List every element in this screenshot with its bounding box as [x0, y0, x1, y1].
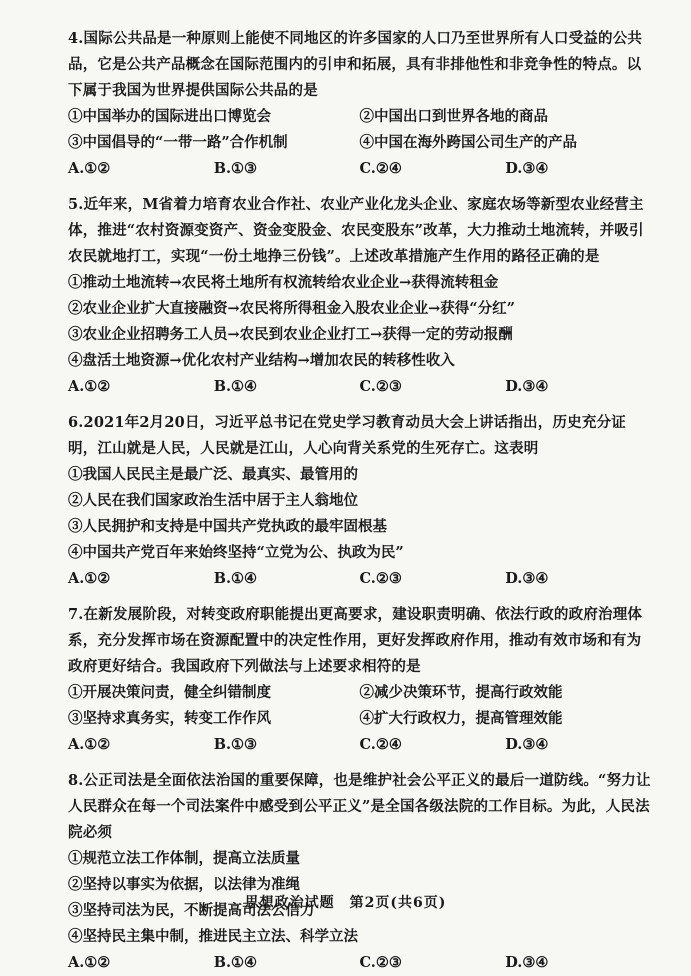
statement-option: ②坚持以事实为依据，以法律为准绳 [68, 876, 300, 893]
statement-option: ②减少决策环节，提高行政效能 [359, 684, 563, 701]
statement-option: ①规范立法工作体制，提高立法质量 [68, 850, 300, 867]
answer-choice[interactable]: B.①③ [213, 160, 258, 177]
statement-option: ①我国人民民主是最广泛、最真实、最管用的 [68, 466, 358, 483]
answer-choices [68, 566, 651, 592]
statement-option: ④扩大行政权力，提高管理效能 [359, 710, 563, 727]
statement-option: ③人民拥护和支持是中国共产党执政的最牢固根基 [68, 518, 387, 535]
answer-choice[interactable]: A.①② [68, 570, 111, 587]
answer-choice[interactable]: A.①② [68, 736, 111, 753]
statement-option: ①中国举办的国际进出口博览会 [68, 108, 271, 125]
question-stem: 8.公正司法是全面依法治国的重要保障，也是维护社会公平正义的最后一道防线。“努力让人民群众在每一个司法案件中感受到公平正义”是全国各级法院的工作目标。为此，人民法院必须 [68, 772, 651, 841]
statement-option: ②农业企业扩大直接融资→农民将所得租金入股农业企业→获得“分红” [68, 300, 515, 317]
answer-choice[interactable]: C.②③ [359, 954, 402, 971]
question-4 [68, 26, 651, 182]
answer-choice[interactable]: D.③④ [505, 378, 549, 395]
statement-option: ③中国倡导的“一带一路”合作机制 [68, 134, 288, 151]
statement-option: ④中国在海外跨国公司生产的产品 [359, 134, 577, 151]
answer-choice[interactable]: D.③④ [505, 954, 549, 971]
answer-choice[interactable]: D.③④ [505, 736, 549, 753]
answer-choice[interactable]: C.②④ [359, 736, 402, 753]
answer-choice[interactable]: C.②③ [359, 570, 402, 587]
statement-option: ④中国共产党百年来始终坚持“立党为公、执政为民” [68, 544, 404, 561]
answer-choice[interactable]: D.③④ [505, 160, 549, 177]
answer-choice[interactable]: A.①② [68, 378, 111, 395]
statement-option: ①开展决策问责，健全纠错制度 [68, 684, 271, 701]
question-stem: 4.国际公共品是一种原则上能使不同地区的许多国家的人口乃至世界所有人口受益的公共品，它是公共产品概念在国际范围内的引申和拓展，具有非排他性和非竞争性的特点。以下属于我国为世界提供国际公共品的是 [68, 30, 643, 99]
answer-choice[interactable]: D.③④ [505, 570, 549, 587]
answer-choice[interactable]: A.①② [68, 160, 111, 177]
statement-option: ③坚持司法为民，不断提高司法公信力 [68, 902, 315, 919]
answer-choice[interactable]: B.①④ [213, 954, 258, 971]
answer-choices [68, 732, 651, 758]
question-8 [68, 768, 651, 976]
answer-choices [68, 950, 651, 976]
statement-option: ②人民在我们国家政治生活中居于主人翁地位 [68, 492, 358, 509]
statement-option: ③坚持求真务实，转变工作作风 [68, 710, 271, 727]
question-stem: 6.2021年2月20日，习近平总书记在党史学习教育动员大会上讲话指出，历史充分证明，江山就是人民，人民就是江山，人心向背关系党的生死存亡。这表明 [68, 414, 626, 457]
answer-choice[interactable]: B.①④ [213, 570, 258, 587]
answer-choice[interactable]: B.①③ [213, 736, 258, 753]
answer-choice[interactable]: C.②③ [359, 378, 402, 395]
answer-choices [68, 156, 651, 182]
question-5 [68, 192, 651, 400]
answer-choice[interactable]: B.①④ [213, 378, 258, 395]
statement-option: ④坚持民主集中制，推进民主立法、科学立法 [68, 928, 358, 945]
answer-choices [68, 374, 651, 400]
statement-option: ②中国出口到世界各地的商品 [359, 108, 548, 125]
statement-option: ③农业企业招聘务工人员→农民到农业企业打工→获得一定的劳动报酬 [68, 326, 513, 343]
page-footer: 思想政治试题 第2页(共6页) [244, 895, 447, 911]
question-stem: 7.在新发展阶段，对转变政府职能提出更高要求，建设职责明确、依法行政的政府治理体系，充分发挥市场在资源配置中的决定性作用，更好发挥政府作用，推动有效市场和有为政府更好结合。我国政府下列做法与上述要求相符的是 [68, 606, 643, 675]
answer-choice[interactable]: C.②④ [359, 160, 402, 177]
answer-choice[interactable]: A.①② [68, 954, 111, 971]
question-6 [68, 410, 651, 592]
question-stem: 5.近年来，M省着力培育农业合作社、农业产业化龙头企业、家庭农场等新型农业经营主体，推进“农村资源变资产、资金变股金、农民变股东”改革，大力推动土地流转，并吸引农民就地打工，实现“一份土地挣三份钱”。上述改革措施产生作用的路径正确的是 [68, 196, 644, 265]
question-list [68, 26, 651, 976]
statement-option: ④盘活土地资源→优化农村产业结构→增加农民的转移性收入 [68, 352, 455, 369]
question-7 [68, 602, 651, 758]
statement-option: ①推动土地流转→农民将土地所有权流转给农业企业→获得流转租金 [68, 274, 499, 291]
